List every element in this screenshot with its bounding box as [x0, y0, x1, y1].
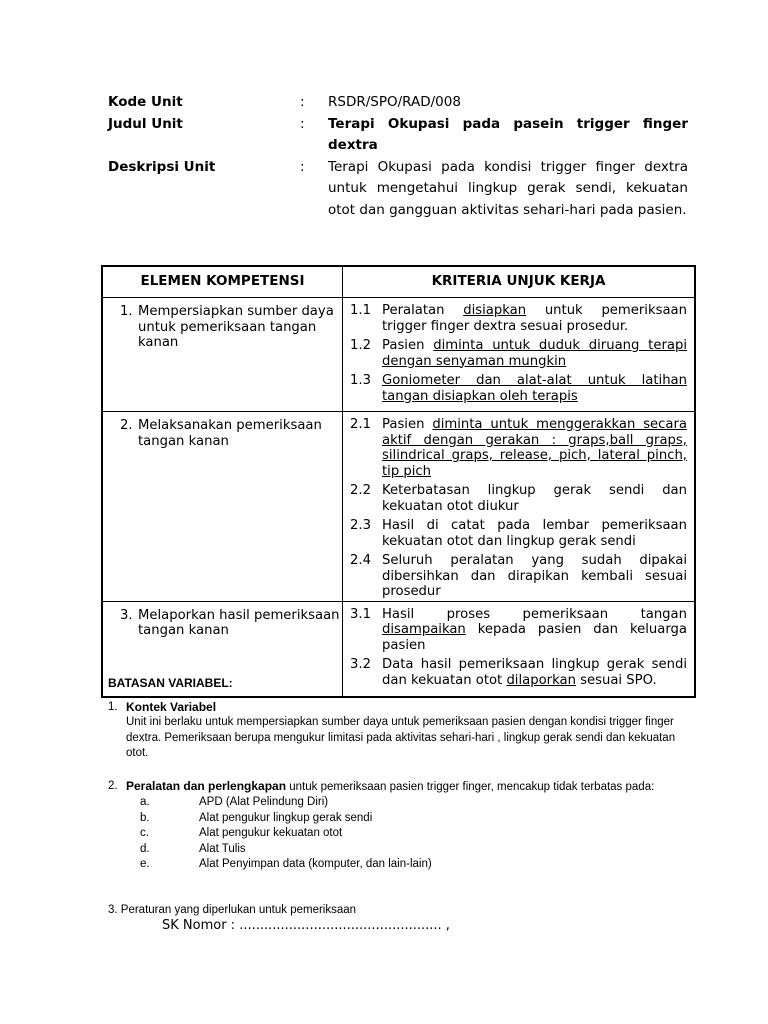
criteria-number: 1.3	[350, 373, 371, 388]
criteria-item	[350, 373, 687, 404]
sk-nomor-line: SK Nomor : ................................................. ,	[162, 918, 450, 933]
criteria-number: 1.1	[350, 303, 371, 318]
judul-unit-label: Judul Unit	[108, 115, 183, 132]
criteria-number: 1.2	[350, 338, 371, 353]
kode-unit-row	[108, 92, 692, 114]
criteria-text: Seluruh peralatan yang sudah dipakai dibersihkan dan dirapikan kembali sesuai prosedur	[382, 553, 687, 599]
criteria-item	[350, 303, 687, 334]
criteria-item	[350, 553, 687, 600]
criteria-item	[350, 607, 687, 654]
criteria-item	[350, 338, 687, 369]
criteria-text: Keterbatasan lingkup gerak sendi dan kekuatan otot diukur	[382, 483, 687, 514]
sub-list	[108, 795, 688, 873]
colon: :	[300, 94, 305, 110]
unit-header	[108, 92, 692, 221]
deskripsi-unit-label: Deskripsi Unit	[108, 158, 216, 175]
criteria-number: 3.1	[350, 606, 371, 622]
table-row	[102, 298, 695, 412]
criteria-number: 2.4	[350, 553, 371, 568]
sub-list-item: d. Alat Tulis	[140, 842, 246, 855]
element-number: 1.	[120, 304, 133, 319]
criteria-number: 2.3	[350, 518, 371, 533]
judul-unit-line-2: dextra	[328, 137, 378, 153]
colon: :	[300, 158, 305, 175]
list-item	[108, 700, 688, 716]
col-header-elemen: ELEMEN KOMPETENSI	[102, 266, 343, 298]
criteria-text: Peralatan disiapkan untuk pemeriksaan trigger finger dextra sesuai prosedur.	[382, 303, 687, 334]
kode-unit-label: Kode Unit	[108, 94, 183, 110]
item-title: Kontek Variabel	[126, 699, 217, 714]
judul-unit-row	[108, 114, 692, 157]
item-text: Peralatan dan perlengkapan untuk pemeriksaan pasien trigger finger, mencakup tidak terbatas pada:	[126, 778, 655, 793]
col-header-kriteria: KRITERIA UNJUK KERJA	[343, 266, 696, 298]
criteria-item	[350, 417, 687, 479]
sub-list-item: a. APD (Alat Pelindung Diri)	[140, 796, 329, 808]
element-text: Melaporkan hasil pemeriksaan tangan kanan	[138, 607, 340, 638]
table-row	[102, 412, 695, 602]
criteria-item	[350, 518, 687, 549]
criteria-number: 2.1	[350, 417, 371, 432]
table-header-row	[102, 266, 695, 298]
element-number: 2.	[120, 418, 133, 433]
item-title: Peralatan dan perlengkapan	[126, 778, 287, 793]
judul-unit-value	[328, 114, 688, 157]
deskripsi-unit-value: Terapi Okupasi pada kondisi trigger finger dextra untuk mengetahui lingkup gerak sendi, kekuatan otot dan gangguan aktivitas sehari-hari pada pasien.	[328, 158, 688, 218]
item-number: 2.	[108, 779, 118, 792]
criteria-number: 2.2	[350, 483, 371, 498]
sub-list-item: c. Alat pengukur kekuatan otot	[140, 827, 343, 839]
criteria-text: Pasien diminta untuk menggerakkan secara aktif dengan gerakan : graps,ball graps, silindrical graps, release, pich, lateral pinch, tip pich	[382, 417, 688, 479]
element-number: 3.	[120, 607, 133, 623]
batasan-variabel-section	[108, 676, 688, 934]
criteria-cell	[343, 412, 696, 602]
criteria-item	[350, 483, 687, 514]
criteria-cell	[343, 298, 696, 412]
criteria-text: Data hasil pemeriksaan lingkup gerak sendi dan kekuatan otot dilaporkan sesuai SPO.	[382, 657, 687, 688]
criteria-text: Pasien diminta untuk duduk diruang terapi dengan senyaman mungkin	[382, 338, 687, 369]
colon: :	[300, 115, 305, 132]
item-text: Unit ini berlaku untuk mempersiapkan sumber daya untuk pemeriksaan pasien dengan kondisi trigger finger dextra. Pemeriksaan berupa mengukur limitasi pada aktivitas sehari-hari , lingkup gerak sendi dan kekuatan otot.	[126, 716, 676, 759]
item-number: 1.	[108, 700, 118, 713]
sub-list-item: e. Alat Penyimpan data (komputer, dan lain-lain)	[140, 858, 432, 870]
criteria-number: 3.2	[350, 657, 371, 672]
element-text: Mempersiapkan sumber daya untuk pemeriksaan tangan kanan	[138, 304, 334, 350]
criteria-text: Goniometer dan alat-alat untuk latihan tangan disiapkan oleh terapis	[382, 373, 687, 404]
list-item	[108, 779, 688, 796]
criteria-text: Hasil proses pemeriksaan tangan disampaikan kepada pasien dan keluarga pasien	[382, 606, 687, 653]
kode-unit-value: RSDR/SPO/RAD/008	[328, 94, 461, 110]
sub-list-item: b. Alat pengukur lingkup gerak sendi	[140, 811, 373, 824]
list-item: 3. Peraturan yang diperlukan untuk pemeriksaan	[108, 903, 357, 916]
element-cell	[102, 412, 343, 602]
element-cell	[102, 298, 343, 412]
criteria-text: Hasil di catat pada lembar pemeriksaan kekuatan otot dan lingkup gerak sendi	[382, 518, 687, 549]
judul-unit-line-1: Terapi Okupasi pada pasein trigger finger	[328, 115, 688, 132]
deskripsi-unit-row	[108, 157, 692, 222]
section-title: BATASAN VARIABEL:	[108, 676, 233, 690]
competency-table	[101, 265, 696, 698]
element-text: Melaksanakan pemeriksaan tangan kanan	[138, 418, 322, 449]
